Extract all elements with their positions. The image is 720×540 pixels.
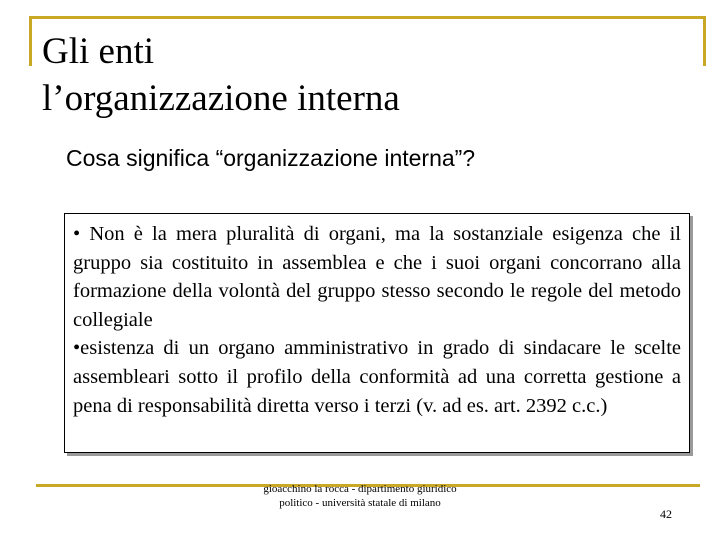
- page-number: 42: [660, 507, 672, 521]
- slide-title: [42, 28, 400, 122]
- slide-title-line-2: l’organizzazione interna: [42, 78, 400, 119]
- slide-subtitle: Cosa significa “organizzazione interna”?: [66, 145, 476, 171]
- content-box: [64, 213, 690, 453]
- right-accent-line: [703, 16, 706, 66]
- slide-title-line-1: Gli enti: [42, 31, 155, 72]
- bullet-item-2: •esistenza di un organo amministrativo in grado di sindacare le scelte assembleari sotto il profilo della conformità ad una corretta gestione a pena di responsabilità diretta verso i terzi (v. ad es. art. 2392 c.c.): [73, 337, 681, 417]
- bullet-item-1: • Non è la mera pluralità di organi, ma la sostanziale esigenza che il gruppo sia costituito in assemblea e che i suoi organi concorrano alla formazione della volontà del gruppo stesso secondo le regole del metodo collegiale: [73, 223, 681, 331]
- top-accent-line: [29, 16, 706, 19]
- footer-text: gioacchino la rocca - dipartimento giuridico politico - università statale di milano: [263, 483, 457, 509]
- left-accent-line: [29, 16, 32, 66]
